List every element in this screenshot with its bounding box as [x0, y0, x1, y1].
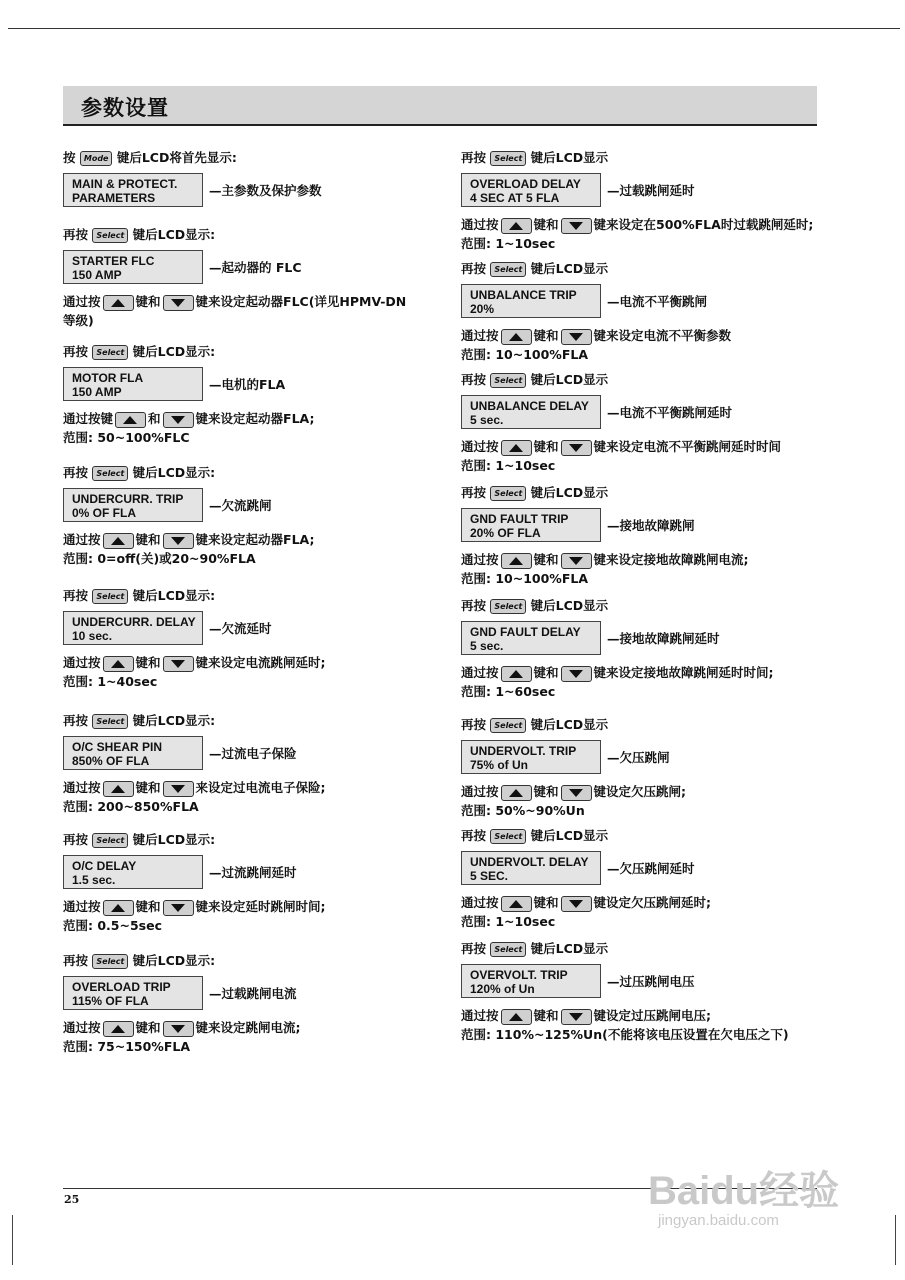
lcd-display-row: [63, 611, 443, 645]
intro-line: [63, 342, 443, 361]
lcd-display: [63, 855, 203, 889]
lcd-line-1: GND FAULT TRIP: [470, 512, 569, 526]
page-title: 参数设置: [81, 96, 169, 120]
param-block: [63, 225, 443, 342]
instruction-text: 键来设定在500%FLA时过载跳闸延时;: [593, 217, 814, 232]
down-arrow-key-icon: [561, 666, 592, 682]
instruction-text: 键和: [533, 895, 559, 910]
page-number: 25: [64, 1193, 80, 1206]
param-block: [63, 463, 443, 586]
intro-text: 再按: [461, 372, 487, 387]
lcd-label: —电机的FLA: [209, 377, 286, 392]
select-key-icon: Select: [92, 466, 128, 481]
instruction-text: 键和: [135, 899, 161, 914]
lcd-display: [461, 508, 601, 542]
range-text: 范围: 0=off(关)或20~90%FLA: [63, 551, 256, 566]
set-instruction: [461, 1006, 841, 1025]
lcd-display-row: [461, 284, 841, 318]
select-key-icon: Select: [92, 589, 128, 604]
intro-text: 再按: [63, 832, 89, 847]
range-text: 范围: 1~10sec: [461, 236, 556, 251]
param-block: [461, 483, 841, 596]
intro-text: 键后LCD显示:: [132, 713, 216, 728]
top-rule: [8, 28, 900, 29]
down-arrow-key-icon: [561, 1009, 592, 1025]
up-arrow-key-icon: [103, 656, 134, 672]
instruction-text: 通过按: [461, 784, 499, 799]
param-block: [63, 711, 443, 830]
lcd-line-1: STARTER FLC: [72, 254, 155, 268]
instruction-text: 键来设定接地故障跳闸电流;: [593, 552, 749, 567]
intro-text: 键后LCD显示:: [132, 344, 216, 359]
spacer: [63, 568, 443, 586]
instruction-text: 通过按: [461, 439, 499, 454]
intro-text: 再按: [461, 150, 487, 165]
lcd-line-1: GND FAULT DELAY: [470, 625, 581, 639]
intro-line: [461, 596, 841, 615]
instruction-text: 键和: [533, 665, 559, 680]
intro-text: 键后LCD显示: [530, 372, 609, 387]
lcd-line-2: PARAMETERS: [72, 191, 156, 205]
lcd-line-1: UNDERVOLT. DELAY: [470, 855, 589, 869]
instruction-text: 和: [148, 411, 161, 426]
select-key-icon: Select: [92, 228, 128, 243]
lcd-label: —起动器的 FLC: [209, 260, 302, 275]
lcd-line-1: UNBALANCE DELAY: [470, 399, 589, 413]
lcd-line-2: 150 AMP: [72, 385, 122, 399]
intro-text: 键后LCD显示:: [132, 227, 216, 242]
intro-text: 键后LCD显示: [530, 941, 609, 956]
lcd-line-1: OVERLOAD TRIP: [72, 980, 171, 994]
set-instruction: [461, 215, 841, 234]
lcd-display-row: [461, 851, 841, 885]
intro-text: 键后LCD显示: [530, 598, 609, 613]
intro-text: 键后LCD显示:: [132, 465, 216, 480]
instruction-text: 键和: [533, 1008, 559, 1023]
instruction-text: 键来设定电流不平衡参数: [593, 328, 732, 343]
instruction-text: 通过按: [461, 328, 499, 343]
lcd-line-2: 1.5 sec.: [72, 873, 116, 887]
param-block: [461, 939, 841, 1044]
param-block: [63, 586, 443, 711]
instruction-text: 键设定过压跳闸电压;: [593, 1008, 712, 1023]
lcd-label: —欠压跳闸延时: [607, 861, 695, 876]
intro-text: 再按: [461, 941, 487, 956]
up-arrow-key-icon: [103, 781, 134, 797]
down-arrow-key-icon: [561, 440, 592, 456]
lcd-display: [461, 284, 601, 318]
select-key-icon: Select: [490, 718, 526, 733]
lcd-display: [63, 488, 203, 522]
intro-text: 再按: [63, 953, 89, 968]
margin-line-left: [12, 1215, 13, 1265]
intro-line: [63, 586, 443, 605]
lcd-line-2: 150 AMP: [72, 268, 122, 282]
spacer: [63, 935, 443, 951]
lcd-label: —过载跳闸电流: [209, 986, 297, 1001]
up-arrow-key-icon: [501, 553, 532, 569]
section-header: [63, 86, 817, 126]
lcd-display-row: [461, 621, 841, 655]
instruction-text: 通过按: [63, 1020, 101, 1035]
lcd-line-1: UNDERCURR. DELAY: [72, 615, 196, 629]
range-text: 范围: 50~100%FLC: [63, 430, 190, 445]
lcd-line-2: 850% OF FLA: [72, 754, 150, 768]
lcd-display-row: [63, 855, 443, 889]
set-instruction: [461, 782, 841, 801]
up-arrow-key-icon: [501, 1009, 532, 1025]
lcd-display: [461, 621, 601, 655]
lcd-line-2: 4 SEC AT 5 FLA: [470, 191, 560, 205]
param-block: [461, 148, 841, 259]
up-arrow-key-icon: [103, 295, 134, 311]
down-arrow-key-icon: [163, 781, 194, 797]
lcd-line-2: 0% OF FLA: [72, 506, 137, 520]
set-instruction: [63, 530, 443, 549]
intro-text: 再按: [63, 344, 89, 359]
lcd-display-row: [461, 173, 841, 207]
intro-line: [63, 830, 443, 849]
intro-text: 再按: [461, 485, 487, 500]
down-arrow-key-icon: [163, 412, 194, 428]
lcd-line-1: OVERLOAD DELAY: [470, 177, 581, 191]
param-block: [63, 951, 443, 1056]
lcd-display: [63, 173, 203, 207]
instruction-text: 来设定过电流电子保险;: [195, 780, 326, 795]
lcd-label: —欠流延时: [209, 621, 272, 636]
spacer: [461, 701, 841, 715]
lcd-display-row: [461, 740, 841, 774]
instruction-text: 通过按: [63, 780, 101, 795]
intro-line: [461, 715, 841, 734]
instruction-text: 通过按: [63, 532, 101, 547]
watermark-logo: Baidu经验: [648, 1169, 840, 1213]
select-key-icon: Select: [490, 262, 526, 277]
lcd-display: [63, 367, 203, 401]
lcd-label: —主参数及保护参数: [209, 183, 322, 198]
instruction-text: 键来设定起动器FLA;: [195, 411, 315, 426]
set-instruction: [461, 326, 841, 345]
lcd-line-1: UNDERVOLT. TRIP: [470, 744, 577, 758]
intro-text: 再按: [461, 261, 487, 276]
intro-text: 再按: [63, 227, 89, 242]
lcd-line-1: OVERVOLT. TRIP: [470, 968, 568, 982]
lcd-display-row: [461, 964, 841, 998]
instruction-text: 键设定欠压跳闸;: [593, 784, 687, 799]
range-text: 范围: 10~100%FLA: [461, 571, 589, 586]
instruction-text: 键设定欠压跳闸延时;: [593, 895, 712, 910]
instruction-text: 键和: [533, 217, 559, 232]
spacer: [63, 330, 443, 342]
up-arrow-key-icon: [501, 440, 532, 456]
intro-text: 按: [63, 150, 76, 165]
param-block: [461, 259, 841, 370]
range-text: 范围: 0.5~5sec: [63, 918, 162, 933]
lcd-line-1: UNBALANCE TRIP: [470, 288, 577, 302]
spacer: [461, 475, 841, 483]
instruction-text: 键来设定延时跳闸时间;: [195, 899, 326, 914]
lcd-label: —接地故障跳闸: [607, 518, 695, 533]
lcd-display: [63, 250, 203, 284]
range-text: 范围: 1~10sec: [461, 914, 556, 929]
lcd-display-row: [461, 508, 841, 542]
set-instruction: [63, 778, 443, 797]
lcd-label: —过压跳闸电压: [607, 974, 695, 989]
intro-line: [461, 939, 841, 958]
intro-text: 再按: [63, 588, 89, 603]
instruction-text: 键和: [533, 439, 559, 454]
intro-line: [63, 463, 443, 482]
intro-text: 再按: [461, 598, 487, 613]
lcd-line-2: 5 SEC.: [470, 869, 509, 883]
intro-text: 键后LCD显示:: [132, 588, 216, 603]
left-column: [63, 148, 443, 1056]
instruction-text: 通过按: [461, 895, 499, 910]
intro-text: 键后LCD显示:: [132, 953, 216, 968]
lcd-label: —欠流跳闸: [209, 498, 272, 513]
spacer: [63, 447, 443, 463]
range-text: 范围: 1~10sec: [461, 458, 556, 473]
down-arrow-key-icon: [163, 900, 194, 916]
set-instruction: [63, 897, 443, 916]
set-instruction: [63, 409, 443, 428]
select-key-icon: Select: [490, 151, 526, 166]
down-arrow-key-icon: [163, 295, 194, 311]
instruction-text: 键和: [135, 1020, 161, 1035]
instruction-text: 键和: [135, 655, 161, 670]
param-block: [461, 715, 841, 826]
intro-text: 键后LCD显示: [530, 261, 609, 276]
margin-line-right: [895, 1215, 896, 1265]
up-arrow-key-icon: [501, 218, 532, 234]
range-text: 范围: 200~850%FLA: [63, 799, 199, 814]
instruction-text: 键来设定电流跳闸延时;: [195, 655, 326, 670]
lcd-label: —接地故障跳闸延时: [607, 631, 720, 646]
down-arrow-key-icon: [561, 218, 592, 234]
lcd-display: [461, 964, 601, 998]
param-block: [461, 370, 841, 483]
down-arrow-key-icon: [561, 553, 592, 569]
instruction-text: 键和: [533, 328, 559, 343]
up-arrow-key-icon: [501, 329, 532, 345]
lcd-display-row: [63, 367, 443, 401]
spacer: [461, 931, 841, 939]
lcd-line-1: MAIN & PROTECT.: [72, 177, 178, 191]
instruction-text: 键来设定接地故障跳闸延时时间;: [593, 665, 774, 680]
select-key-icon: Select: [490, 373, 526, 388]
set-instruction: [461, 437, 841, 456]
range-text: 范围: 1~40sec: [63, 674, 158, 689]
select-key-icon: Select: [92, 345, 128, 360]
lcd-line-1: O/C SHEAR PIN: [72, 740, 163, 754]
down-arrow-key-icon: [163, 533, 194, 549]
up-arrow-key-icon: [103, 533, 134, 549]
lcd-label: —过载跳闸延时: [607, 183, 695, 198]
intro-text: 键后LCD显示: [530, 828, 609, 843]
watermark-url: jingyan.baidu.com: [658, 1212, 779, 1229]
lcd-line-1: O/C DELAY: [72, 859, 137, 873]
lcd-line-1: MOTOR FLA: [72, 371, 144, 385]
instruction-text: 键来设定起动器FLC(详见HPMV-DN等级): [63, 294, 407, 328]
lcd-display: [63, 736, 203, 770]
instruction-text: 通过按: [63, 899, 101, 914]
param-block: [461, 596, 841, 715]
lcd-line-2: 10 sec.: [72, 629, 113, 643]
down-arrow-key-icon: [561, 896, 592, 912]
up-arrow-key-icon: [103, 1021, 134, 1037]
lcd-line-2: 20% OF FLA: [470, 526, 541, 540]
up-arrow-key-icon: [115, 412, 146, 428]
intro-text: 再按: [63, 713, 89, 728]
intro-text: 再按: [461, 717, 487, 732]
lcd-line-2: 5 sec.: [470, 413, 504, 427]
instruction-text: 通过按: [461, 665, 499, 680]
spacer: [63, 215, 443, 225]
lcd-line-2: 75% of Un: [470, 758, 529, 772]
instruction-text: 键来设定起动器FLA;: [195, 532, 315, 547]
select-key-icon: Select: [490, 942, 526, 957]
lcd-label: —过流跳闸延时: [209, 865, 297, 880]
select-key-icon: Select: [490, 486, 526, 501]
intro-line: [63, 711, 443, 730]
watermark: [648, 1170, 839, 1230]
range-text: 范围: 1~60sec: [461, 684, 556, 699]
lcd-label: —电流不平衡跳闸延时: [607, 405, 733, 420]
lcd-display-row: [63, 976, 443, 1010]
intro-text: 键后LCD显示: [530, 485, 609, 500]
range-text: 范围: 50%~90%Un: [461, 803, 585, 818]
param-block: [63, 148, 443, 225]
lcd-line-1: UNDERCURR. TRIP: [72, 492, 184, 506]
intro-line: [63, 225, 443, 244]
intro-line: [461, 148, 841, 167]
set-instruction: [63, 1018, 443, 1037]
up-arrow-key-icon: [501, 666, 532, 682]
instruction-text: 键来设定电流不平衡跳闸延时时间: [593, 439, 782, 454]
instruction-text: 键和: [135, 294, 161, 309]
intro-text: 键后LCD显示:: [132, 832, 216, 847]
range-text: 范围: 10~100%FLA: [461, 347, 589, 362]
select-key-icon: Select: [490, 829, 526, 844]
instruction-text: 键来设定跳闸电流;: [195, 1020, 301, 1035]
lcd-display: [63, 976, 203, 1010]
lcd-display-row: [63, 173, 443, 207]
lcd-display: [461, 740, 601, 774]
spacer: [63, 691, 443, 711]
down-arrow-key-icon: [163, 656, 194, 672]
instruction-text: 通过按: [63, 294, 101, 309]
spacer: [461, 588, 841, 596]
lcd-line-2: 5 sec.: [470, 639, 504, 653]
down-arrow-key-icon: [561, 329, 592, 345]
instruction-text: 通过按键: [63, 411, 114, 426]
range-text: 范围: 75~150%FLA: [63, 1039, 191, 1054]
instruction-text: 键和: [533, 784, 559, 799]
intro-line: [461, 259, 841, 278]
instruction-text: 键和: [135, 532, 161, 547]
intro-text: 键后LCD显示: [530, 717, 609, 732]
set-instruction: [63, 653, 443, 672]
instruction-text: 键和: [533, 552, 559, 567]
set-instruction: [461, 663, 841, 682]
mode-key-icon: Mode: [80, 151, 113, 166]
lcd-line-2: 120% of Un: [470, 982, 535, 996]
select-key-icon: Select: [490, 599, 526, 614]
instruction-text: 通过按: [461, 217, 499, 232]
lcd-line-2: 20%: [470, 302, 495, 316]
lcd-display-row: [63, 250, 443, 284]
set-instruction: [461, 550, 841, 569]
intro-line: [63, 148, 443, 167]
instruction-text: 通过按: [461, 552, 499, 567]
range-text: 范围: 110%~125%Un(不能将该电压设置在欠电压之下): [461, 1027, 789, 1042]
set-instruction: [461, 893, 841, 912]
intro-line: [63, 951, 443, 970]
lcd-display: [461, 173, 601, 207]
intro-line: [461, 370, 841, 389]
instruction-text: 通过按: [63, 655, 101, 670]
lcd-display-row: [63, 488, 443, 522]
down-arrow-key-icon: [561, 785, 592, 801]
lcd-label: —欠压跳闸: [607, 750, 670, 765]
intro-text: 再按: [63, 465, 89, 480]
intro-line: [461, 826, 841, 845]
lcd-display: [461, 395, 601, 429]
up-arrow-key-icon: [501, 896, 532, 912]
instruction-text: 通过按: [461, 1008, 499, 1023]
select-key-icon: Select: [92, 954, 128, 969]
down-arrow-key-icon: [163, 1021, 194, 1037]
select-key-icon: Select: [92, 714, 128, 729]
right-column: [461, 148, 841, 1044]
select-key-icon: Select: [92, 833, 128, 848]
lcd-label: —电流不平衡跳闸: [607, 294, 708, 309]
up-arrow-key-icon: [103, 900, 134, 916]
param-block: [63, 342, 443, 463]
up-arrow-key-icon: [501, 785, 532, 801]
lcd-display: [63, 611, 203, 645]
instruction-text: 键和: [135, 780, 161, 795]
lcd-display: [461, 851, 601, 885]
param-block: [461, 826, 841, 939]
intro-text: 再按: [461, 828, 487, 843]
lcd-label: —过流电子保险: [209, 746, 297, 761]
intro-text: 键后LCD将首先显示:: [116, 150, 237, 165]
param-block: [63, 830, 443, 951]
intro-text: 键后LCD显示: [530, 150, 609, 165]
lcd-display-row: [461, 395, 841, 429]
lcd-display-row: [63, 736, 443, 770]
set-instruction: [63, 292, 418, 330]
intro-line: [461, 483, 841, 502]
lcd-line-2: 115% OF FLA: [72, 994, 149, 1008]
spacer: [63, 816, 443, 830]
